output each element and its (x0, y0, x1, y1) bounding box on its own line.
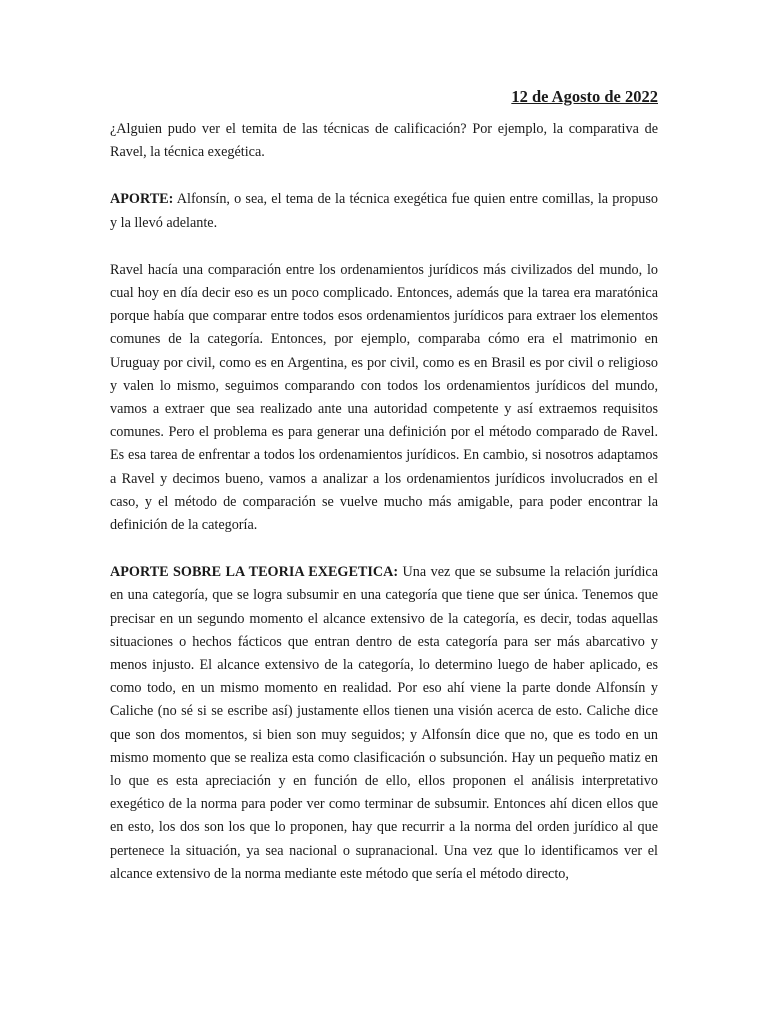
paragraph-lead: APORTE SOBRE LA TEORIA EXEGETICA: (110, 564, 399, 581)
paragraph-text: ¿Alguien pudo ver el temita de las técnicas de calificación? Por ejemplo, la comparativa de Ravel, la técnica exegética. (110, 121, 658, 161)
paragraph-aporte (110, 188, 658, 234)
document-page (110, 86, 658, 886)
paragraph-text: Ravel hacía una comparación entre los ordenamientos jurídicos más civilizados del mundo, lo cual hoy en día decir eso es un poco complicado. Entonces, además que la tarea era maratónica porque había que comparar entre todos esos ordenamientos jurídicos para extraer los elementos comunes de la categoría. Entonces, por ejemplo, comparaba cómo era el matrimonio en Uruguay por civil, como es en Argentina, es por civil, como es en Brasil es por civil o religioso y valen lo mismo, seguimos comparando con todos los ordenamientos jurídicos del mundo, vamos a extraer que sea realizado ante una autoridad competente y así extraemos requisitos comunes. Pero el problema es para generar una definición por el método comparado de Ravel. Es esa tarea de enfrentar a todos los ordenamientos jurídicos. En cambio, si nosotros adaptamos a Ravel y decimos bueno, vamos a analizar a los ordenamientos jurídicos involucrados en el caso, y el método de comparación se vuelve mucho más amigable, para poder encontrar la definición de la categoría. (110, 261, 658, 534)
paragraph-ravel (110, 259, 658, 537)
document-date: 12 de Agosto de 2022 (511, 87, 658, 106)
paragraph-text: Una vez que se subsume la relación jurídica en una categoría, que se logra subsumir en una categoría que tiene que ser única. Tenemos que precisar en un segundo momento el alcance extensivo de la categoría, es decir, todas aquellas situaciones o hechos fácticos que entran dentro de esta categoría para ser más abarcativo y menos injusto. El alcance extensivo de la categoría, lo determino luego de haber aplicado, es como todo, en un mismo momento en realidad. Por eso ahí viene la parte donde Alfonsín y Caliche (no sé si se escribe así) justamente ellos tienen una visión acerca de esto. Caliche dice que son dos momentos, si bien son muy seguidos; y Alfonsín dice que no, que es todo en un mismo momento que se realiza esta como clasificación o subsunción. Hay un pequeño matiz en lo que es esta apreciación y en función de ello, ellos proponen el análisis interpretativo exegético de la norma para poder ver como terminar de subsumir. Entonces ahí dicen ellos que en esto, los dos son los que lo proponen, hay que recurrir a la norma del orden jurídico al que pertenece la situación, ya sea nacional o supranacional. Una vez que lo identificamos ver el alcance extensivo de la norma mediante este método que sería el método directo, (110, 564, 659, 882)
paragraph-teoria-exegetica (110, 561, 658, 886)
paragraph-text: Alfonsín, o sea, el tema de la técnica exegética fue quien entre comillas, la propuso y la llevó adelante. (110, 191, 658, 231)
paragraph-lead: APORTE: (110, 191, 174, 208)
paragraph-question (110, 118, 658, 164)
